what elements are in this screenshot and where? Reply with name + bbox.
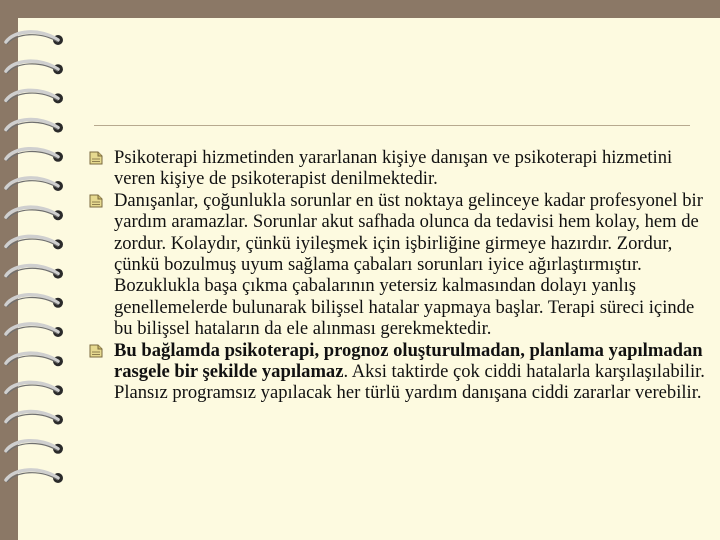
bullet-item-2	[88, 190, 708, 340]
binding-ring	[6, 178, 63, 191]
binding-ring	[6, 32, 63, 45]
binding-ring	[6, 412, 63, 425]
binding-ring	[6, 149, 63, 162]
bullet-list	[88, 147, 708, 404]
notepad-bullet-icon	[88, 193, 104, 209]
notepad-bullet-icon	[88, 150, 104, 166]
binding-ring	[6, 470, 63, 483]
bullet-item-3	[88, 340, 708, 404]
bullet-text: Danışanlar, çoğunlukla sorunlar en üst noktaya gelinceye kadar profesyonel bir yardım aramazlar. Sorunlar akut safhada olunca da tedavisi hem kolay, hem de zordur. Kolaydır, çünkü iyileşmek için işbirliğine girmeye hazırdır. Zordur, çünkü bozulmuş uyum sağlama çabaları sorunları iyice ağırlaştırmıştır. Bozuklukla başa çıkma çabalarının yetersiz kalmasından dolayı yanlış genellemelerde bulunarak bilişsel hatalar yapmaya başlar. Terapi süreci içinde bu bilişsel hataların da ele alınması gerekmektedir.	[114, 189, 703, 340]
binding-ring	[6, 266, 63, 279]
bullet-text: . Aksi taktirde çok ciddi hatalarla karşılaşılabilir. Plansız programsız yapılacak her türlü yardım danışana ciddi zararlar verebilir.	[114, 361, 705, 404]
title-divider	[94, 125, 690, 126]
binding-ring	[6, 236, 63, 249]
binding-ring	[6, 353, 63, 366]
spiral-binding	[0, 0, 70, 540]
binding-ring	[6, 324, 63, 337]
bullet-bold-text: Bu bağlamda psikoterapi, prognoz oluşturulmadan, planlama yapılmadan rasgele bir şekilde yapılamaz	[114, 339, 703, 383]
notepad-bullet-icon	[88, 343, 104, 359]
binding-ring	[6, 295, 63, 308]
binding-ring	[6, 61, 63, 74]
binding-ring	[6, 120, 63, 133]
bullet-item-1	[88, 147, 708, 190]
binding-ring	[6, 207, 63, 220]
bullet-text: Psikoterapi hizmetinden yararlanan kişiye danışan ve psikoterapi hizmetini veren kişiye de psikoterapist denilmektedir.	[114, 147, 673, 190]
binding-ring	[6, 441, 63, 454]
binding-ring	[6, 90, 63, 103]
binding-ring	[6, 382, 63, 395]
